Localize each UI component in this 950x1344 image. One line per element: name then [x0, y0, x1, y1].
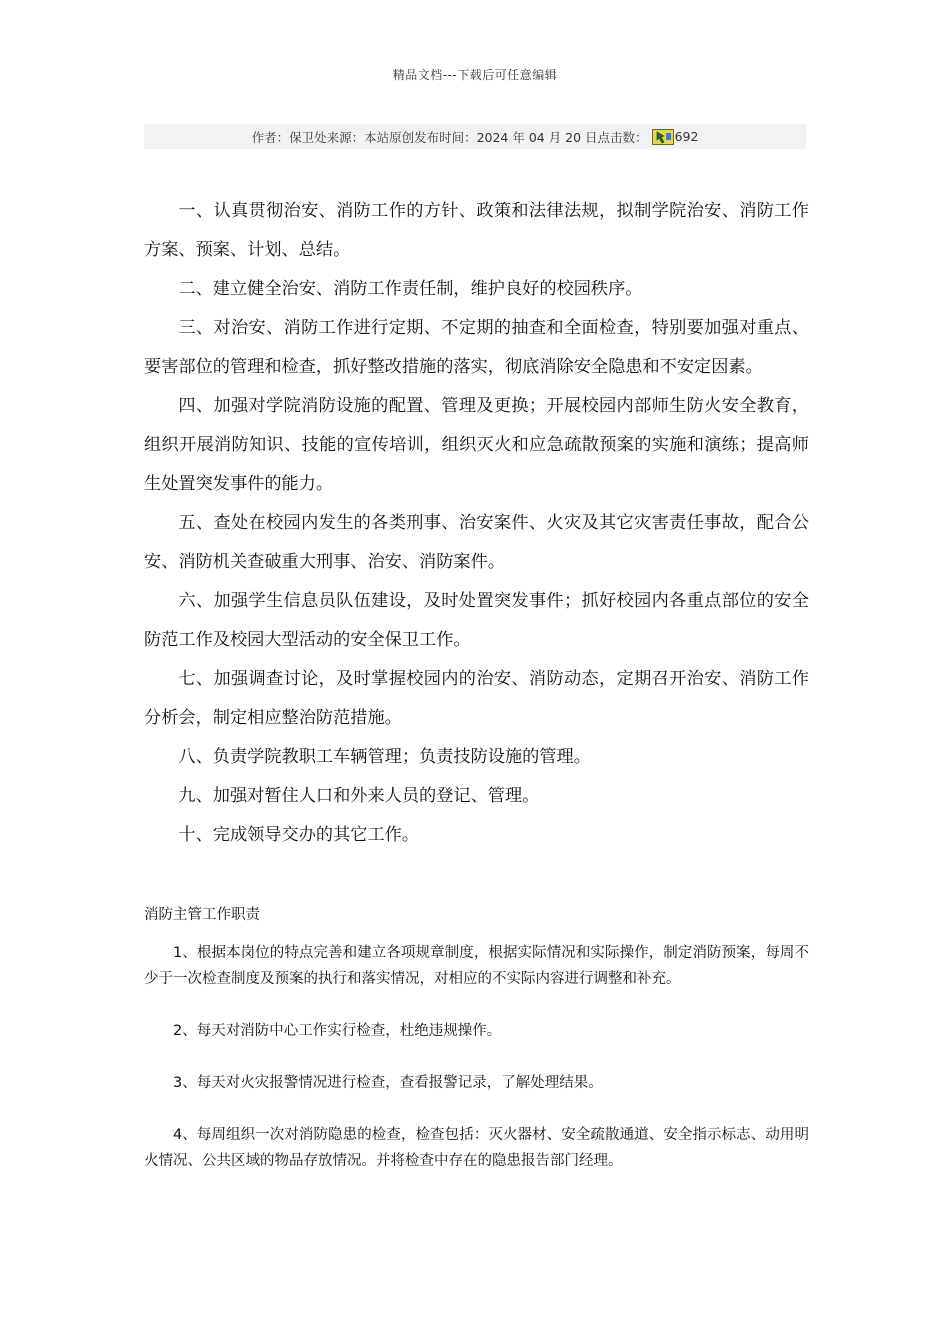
- meta-info: 作者：保卫处来源：本站原创发布时间：2024 年 04 月 20 日点击数：: [251, 129, 648, 145]
- click-count: 692: [674, 129, 699, 144]
- duty-item: 六、加强学生信息员队伍建设，及时处置突发事件；抓好校园内各重点部位的安全防范工作及校园大型活动的安全保卫工作。: [144, 591, 809, 650]
- duty-item: 七、加强调查讨论，及时掌握校园内的治安、消防动态，定期召开治安、消防工作分析会，制定相应整治防范措施。: [144, 669, 809, 728]
- article-meta-bar: [144, 124, 806, 149]
- duty-item: 四、加强对学院消防设施的配置、管理及更换；开展校园内部师生防火安全教育，组织开展消防知识、技能的宣传培训，组织灭火和应急疏散预案的实施和演练；提高师生处置突发事件的能力。: [144, 396, 809, 494]
- click-count-icon: [652, 129, 674, 145]
- section-title: 消防主管工作职责: [144, 907, 260, 923]
- duty-item: 十、完成领导交办的其它工作。: [178, 825, 420, 845]
- duty-item: 二、建立健全治安、消防工作责任制，维护良好的校园秩序。: [178, 279, 643, 299]
- security-duties-list: [144, 192, 809, 855]
- page-header: 精品文档---下载后可任意编辑: [392, 68, 558, 82]
- responsibility-item: 1、根据本岗位的特点完善和建立各项规章制度，根据实际情况和实际操作，制定消防预案，每周不少于一次检查制度及预案的执行和落实情况，对相应的不实际内容进行调整和补充。: [144, 945, 809, 987]
- duty-item: 八、负责学院教职工车辆管理；负责技防设施的管理。: [178, 747, 591, 767]
- duty-item: 九、加强对暂住人口和外来人员的登记、管理。: [178, 786, 540, 806]
- responsibility-item: 3、每天对火灾报警情况进行检查，查看报警记录，了解处理结果。: [173, 1075, 603, 1091]
- responsibility-item: 4、每周组织一次对消防隐患的检查，检查包括：灭火器材、安全疏散通道、安全指示标志、动用明火情况、公共区域的物品存放情况。并将检查中存在的隐患报告部门经理。: [144, 1127, 809, 1169]
- responsibility-item: 2、每天对消防中心工作实行检查，杜绝违规操作。: [173, 1023, 502, 1039]
- fire-supervisor-responsibilities: [144, 940, 809, 1200]
- duty-item: 一、认真贯彻治安、消防工作的方针、政策和法律法规，拟制学院治安、消防工作方案、预案、计划、总结。: [144, 201, 809, 260]
- duty-item: 五、查处在校园内发生的各类刑事、治安案件、火灾及其它灾害责任事故，配合公安、消防机关查破重大刑事、治安、消防案件。: [144, 513, 809, 572]
- duty-item: 三、对治安、消防工作进行定期、不定期的抽查和全面检查，特别要加强对重点、要害部位的管理和检查，抓好整改措施的落实，彻底消除安全隐患和不安定因素。: [144, 318, 809, 377]
